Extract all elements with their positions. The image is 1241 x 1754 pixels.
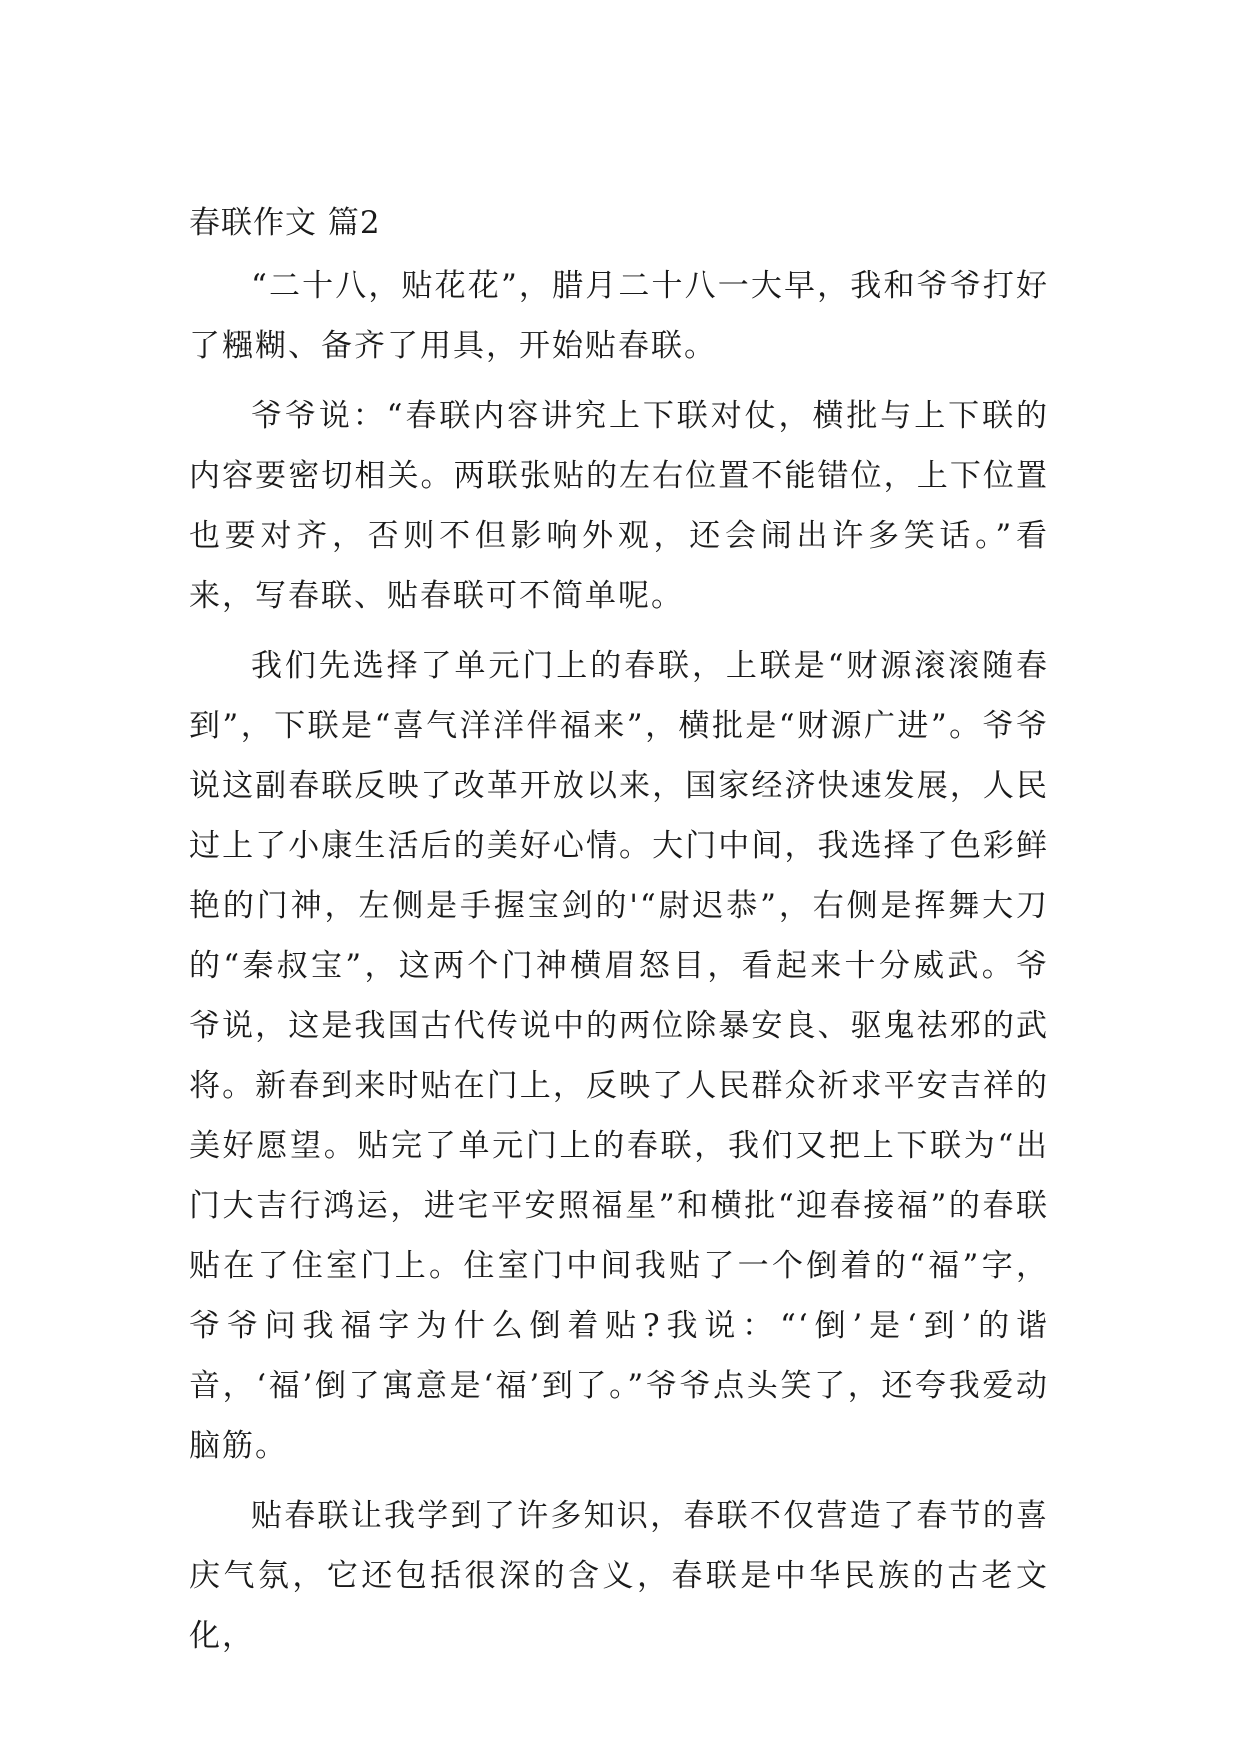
essay-body [189,200,1049,1676]
essay-title: 春联作文 篇2 [189,205,381,241]
paragraph-4: 贴春联让我学到了许多知识，春联不仅营造了春节的喜庆气氛，它还包括很深的含义，春联是中华民族的古老文化， [189,1498,1049,1654]
paragraph-2: 爷爷说：“春联内容讲究上下联对仗，横批与上下联的内容要密切相关。两联张贴的左右位置不能错位，上下位置也要对齐，否则不但影响外观，还会闹出许多笑话。”看来，写春联、贴春联可不简单呢。 [189,398,1049,614]
paragraph-1: “二十八，贴花花”，腊月二十八一大早，我和爷爷打好了糨糊、备齐了用具，开始贴春联。 [189,268,1049,364]
paragraph-3: 我们先选择了单元门上的春联，上联是“财源滚滚随春到”，下联是“喜气洋洋伴福来”，横批是“财源广进”。爷爷说这副春联反映了改革开放以来，国家经济快速发展，人民过上了小康生活后的美好心情。大门中间，我选择了色彩鲜艳的门神，左侧是手握宝剑的'“尉迟恭”，右侧是挥舞大刀的“秦叔宝”，这两个门神横眉怒目，看起来十分威武。爷爷说，这是我国古代传说中的两位除暴安良、驱鬼祛邪的武将。新春到来时贴在门上，反映了人民群众祈求平安吉祥的美好愿望。贴完了单元门上的春联，我们又把上下联为“出门大吉行鸿运，进宅平安照福星”和横批“迎春接福”的春联贴在了住室门上。住室门中间我贴了一个倒着的“福”字，爷爷问我福字为什么倒着贴?我说：“‘倒’是‘到’的谐音，‘福’倒了寓意是‘福’到了。”爷爷点头笑了，还夸我爱动脑筋。 [189,648,1049,1464]
